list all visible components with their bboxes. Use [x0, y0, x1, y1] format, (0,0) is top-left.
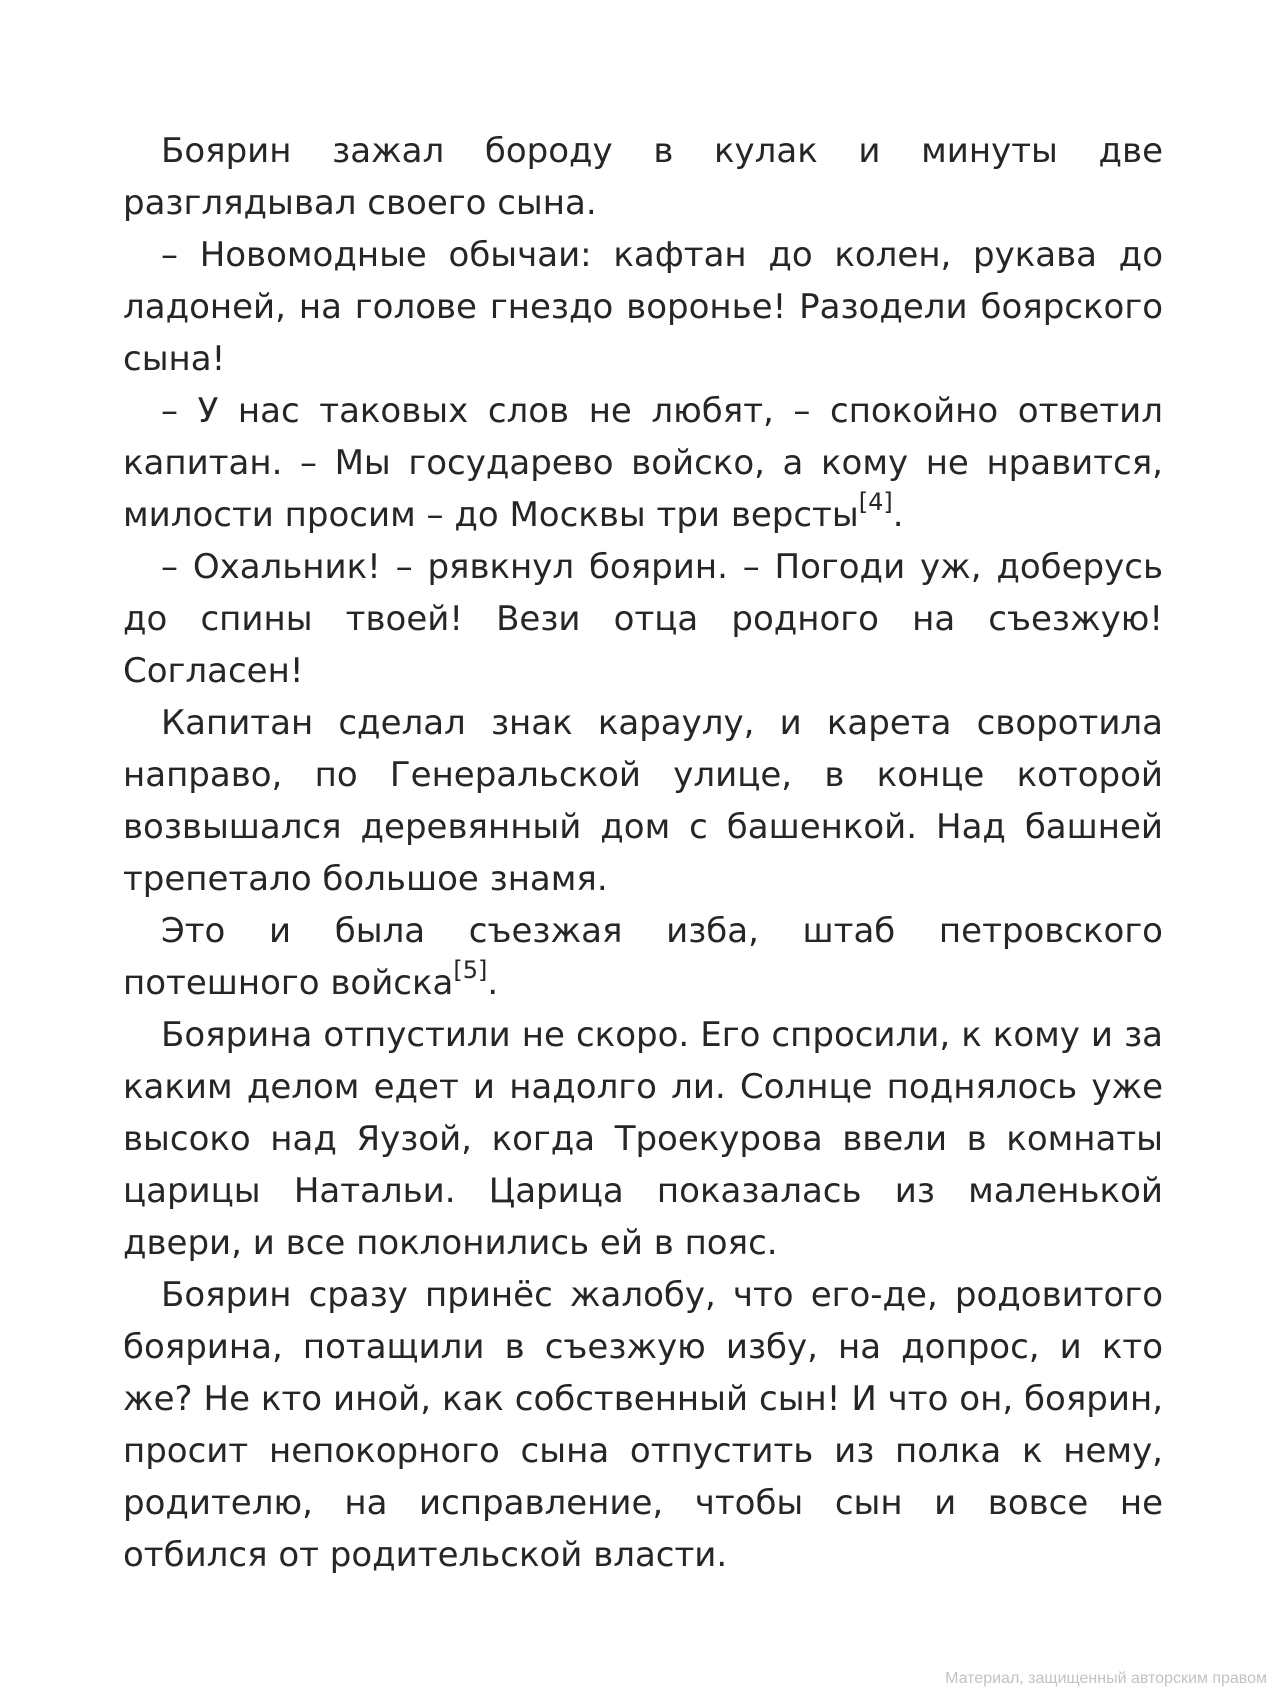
paragraph-7-text: Боярина отпустили не скоро. Его спросили, к кому и за каким делом едет и надолго ли. Солнце поднялось уже высоко над Яузой, когда Троекурова ввели в комнаты царицы Натальи. Царица показалась из маленькой двери, и все поклонились ей в пояс.: [123, 1015, 1163, 1263]
paragraph-1-text: Боярин зажал бороду в кулак и минуты две разглядывал своего сына.: [123, 131, 1163, 223]
paragraph-1: [123, 125, 1163, 229]
paragraph-5-text: Капитан сделал знак караулу, и карета своротила направо, по Генеральской улице, в конце которой возвышался деревянный дом с башенкой. Над башней трепетало большое знамя.: [123, 703, 1163, 899]
paragraph-6: [123, 905, 1163, 1009]
paragraph-6-tail: .: [487, 963, 499, 1003]
footnote-ref-4[interactable]: [4]: [858, 488, 893, 516]
paragraph-2-text: – Новомодные обычаи: кафтан до колен, рукава до ладоней, на голове гнездо воронье! Разодели боярского сына!: [123, 235, 1163, 379]
book-page-body: [123, 125, 1163, 1581]
paragraph-8: [123, 1269, 1163, 1581]
footnote-ref-5[interactable]: [5]: [453, 956, 488, 984]
paragraph-6-text: Это и была съезжая изба, штаб петровского потешного войска: [123, 911, 1163, 1003]
paragraph-5: [123, 697, 1163, 905]
paragraph-2: [123, 229, 1163, 385]
copyright-watermark: Материал, защищенный авторским правом: [945, 1670, 1267, 1687]
paragraph-7: [123, 1009, 1163, 1269]
paragraph-4-text: – Охальник! – рявкнул боярин. – Погоди уж, доберусь до спины твоей! Вези отца родного на съезжую! Согласен!: [123, 547, 1163, 691]
paragraph-8-text: Боярин сразу принёс жалобу, что его-де, родовитого боярина, потащили в съезжую избу, на допрос, и кто же? Не кто иной, как собственный сын! И что он, боярин, просит непокорного сына отпустить из полка к нему, родителю, на исправление, чтобы сын и вовсе не отбился от родительской власти.: [123, 1275, 1163, 1575]
paragraph-3-text: – У нас таковых слов не любят, – спокойно ответил капитан. – Мы государево войско, а кому не нравится, милости просим – до Москвы три версты: [123, 391, 1163, 535]
paragraph-4: [123, 541, 1163, 697]
paragraph-3: [123, 385, 1163, 541]
paragraph-3-tail: .: [892, 495, 904, 535]
